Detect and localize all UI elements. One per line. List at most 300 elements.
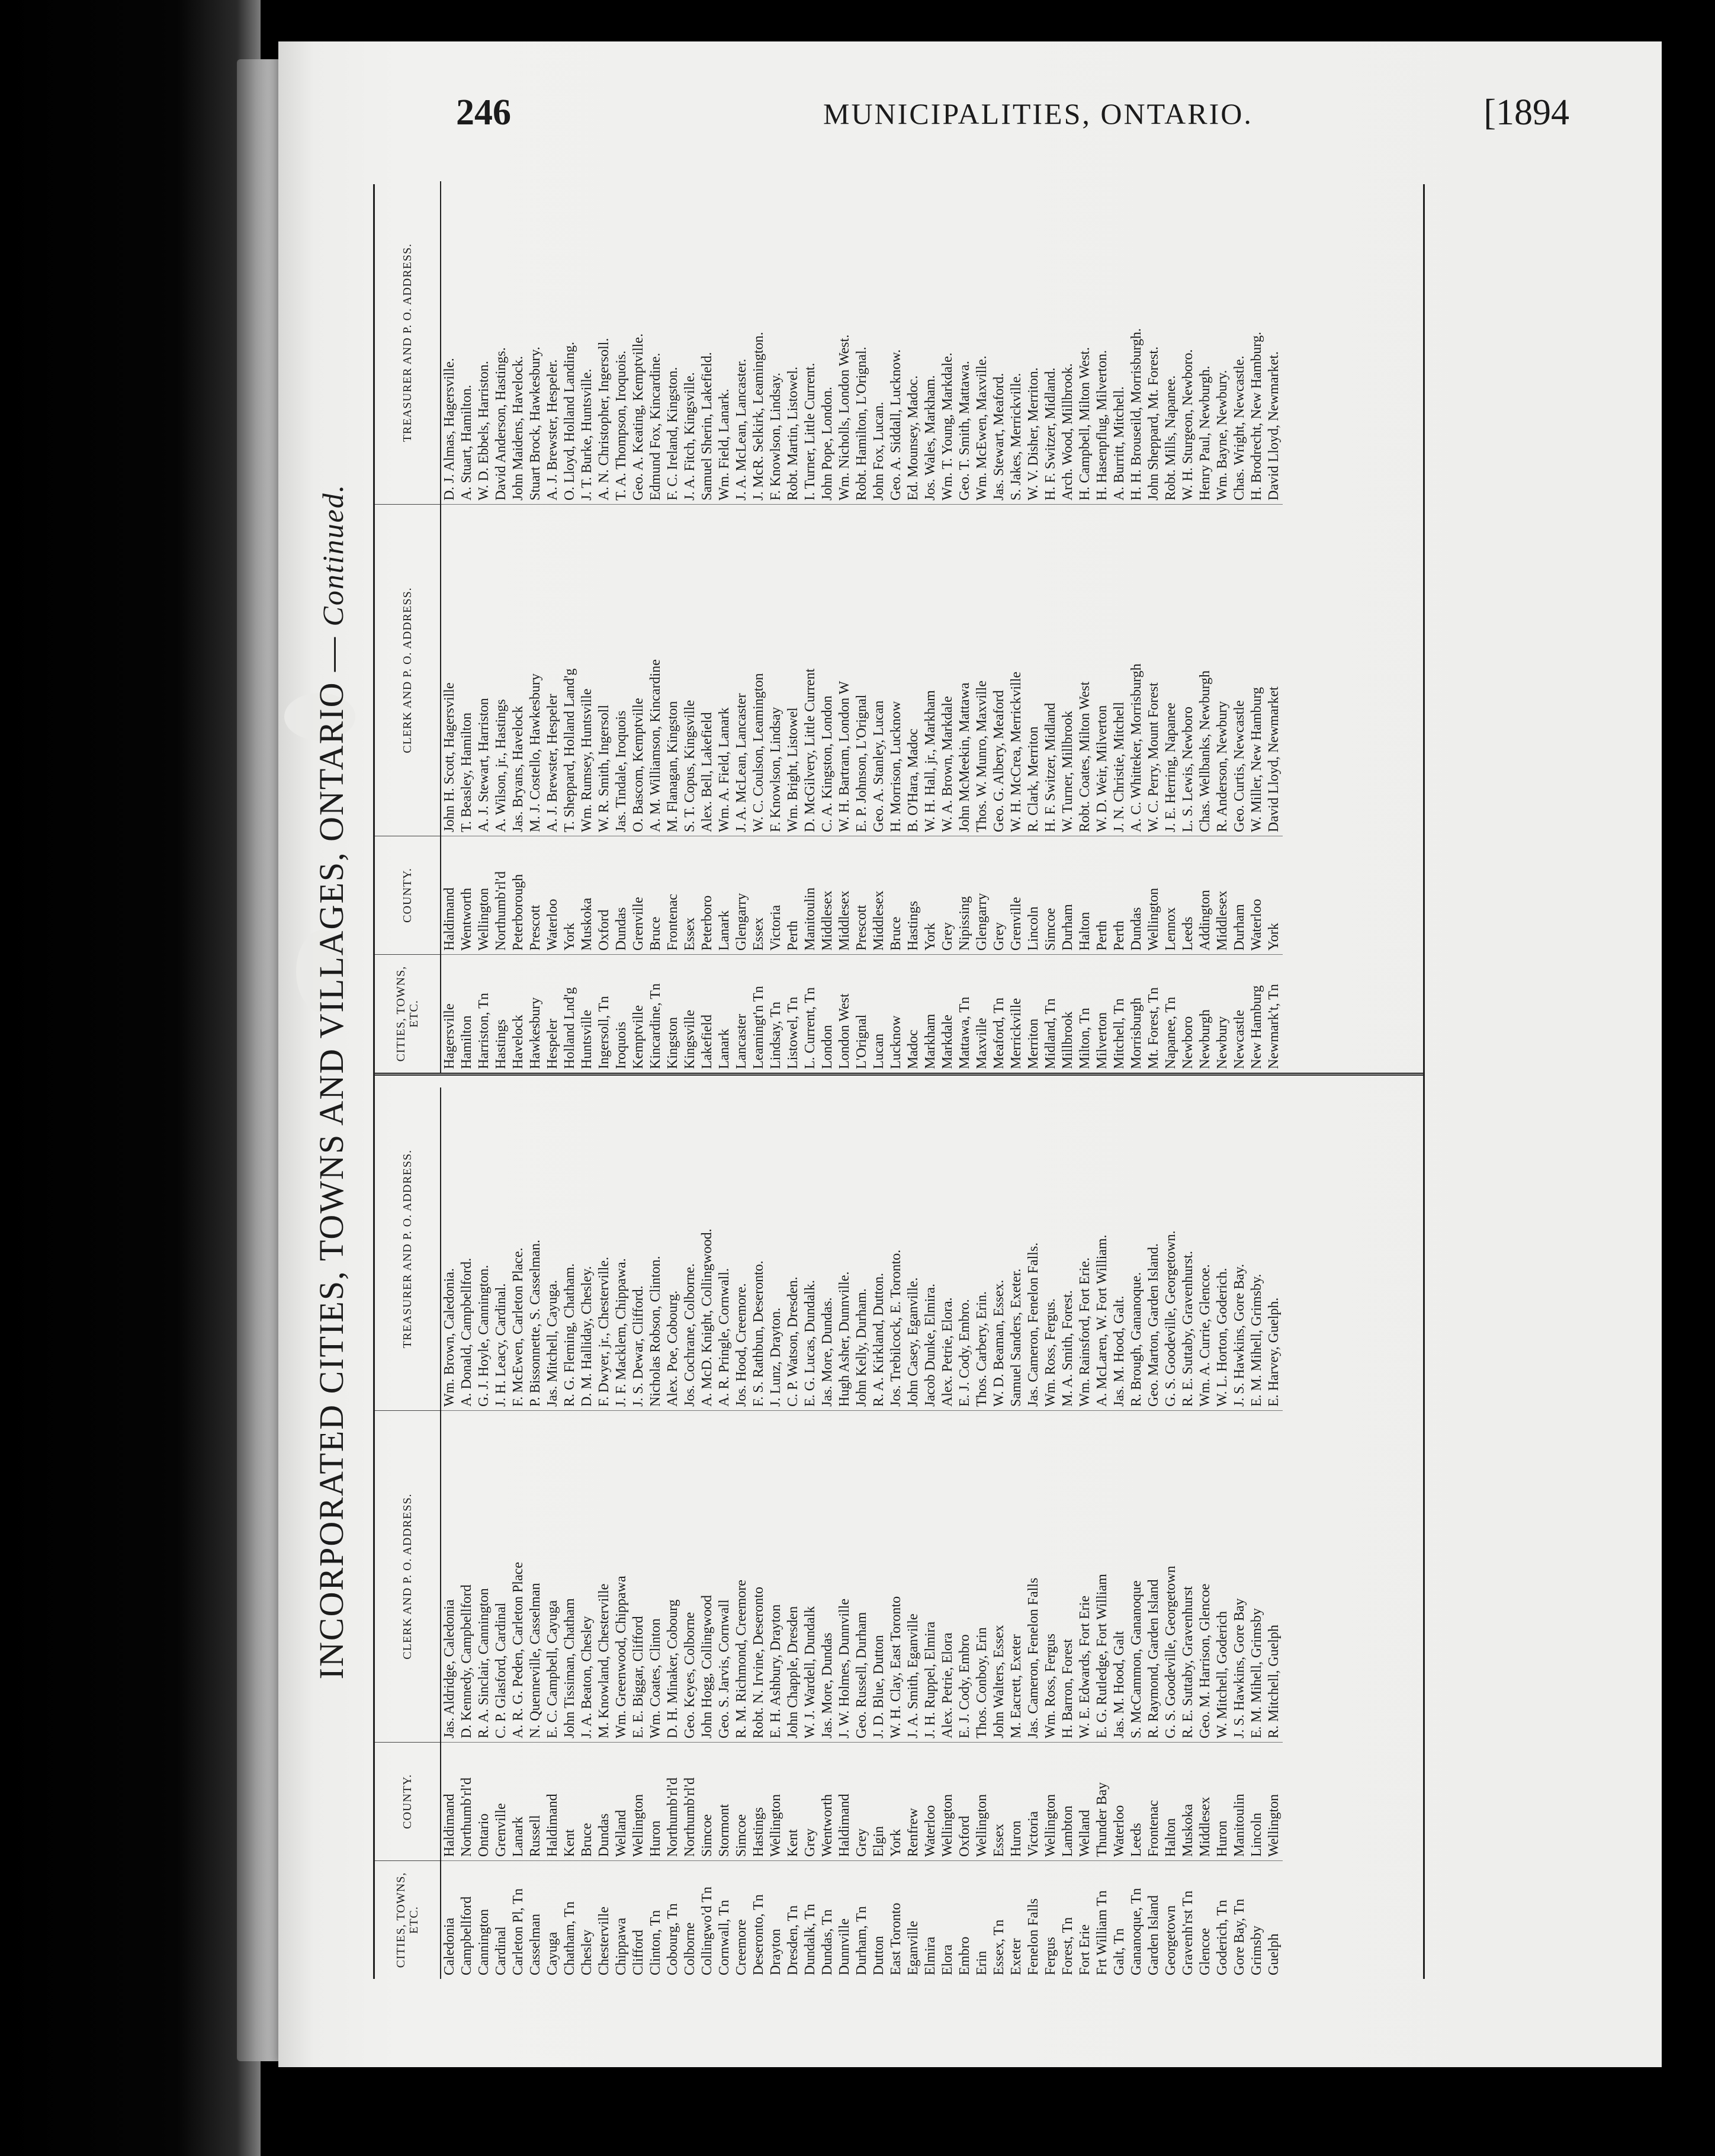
clerk-cell: A. J. Stewart, Harriston (476, 504, 493, 836)
treasurer-cell: A. J. Brewster, Hespeler. (545, 359, 560, 500)
clerk-cell: A. Wilson, jr., Hastings (493, 504, 510, 836)
clerk-cell: E. G. Rutledge, Fort William (1094, 1410, 1111, 1742)
table-row (476, 1087, 493, 1979)
county-cell: Grey (939, 836, 956, 954)
treasurer-cell: R. G. Fleming, Chatham. (562, 1263, 577, 1407)
clerk-cell: H. Morrison, Lucknow (888, 504, 905, 836)
county-cell: Prescott (527, 836, 544, 954)
clerk-cell: M. J. Costello, Hawkesbury (527, 504, 544, 836)
treasurer-cell: A. Burritt, Mitchell. (1112, 386, 1127, 500)
town-cell: Dundalk, Tn (802, 1860, 819, 1979)
town-cell: Chatham, Tn (561, 1860, 579, 1979)
town-cell: Hespeler (544, 954, 561, 1073)
table-row (1266, 181, 1283, 1073)
town-cell: Campbellford (458, 1860, 476, 1979)
table-row (767, 1087, 785, 1979)
clerk-cell: C. P. Glasford, Cardinal (493, 1410, 510, 1742)
county-cell: Bruce (579, 1742, 596, 1860)
clerk-cell: Jas. Cameron, Fenelon Falls (1025, 1410, 1042, 1742)
town-cell: Midland, Tn (1042, 954, 1059, 1073)
county-cell: Grenville (493, 1742, 510, 1860)
column-headers-left (375, 1087, 441, 1979)
treasurer-cell: J. Lunz, Drayton. (768, 1307, 783, 1407)
town-cell: Kingston (664, 954, 682, 1073)
treasurer-cell: A. Donald, Campbellford. (459, 1257, 474, 1407)
town-cell: Dresden, Tn (785, 1860, 802, 1979)
clerk-cell: W. Mitchell, Goderich (1214, 1410, 1231, 1742)
county-cell: York (561, 836, 579, 954)
town-cell: New Hamburg (1248, 954, 1266, 1073)
treasurer-cell: R. A. Kirkland, Dutton. (871, 1273, 887, 1407)
clerk-cell: C. A. Kingston, London (819, 504, 836, 836)
table-row (510, 181, 527, 1073)
table-row (802, 1087, 819, 1979)
clerk-cell: W. E. Edwards, Fort Erie (1077, 1410, 1094, 1742)
town-cell: Embro (956, 1860, 974, 1979)
clerk-cell: B. O'Hara, Madoc (905, 504, 922, 836)
treasurer-cell: J. McR. Selkirk, Leamington. (751, 332, 766, 500)
county-cell: Lambton (1059, 1742, 1077, 1860)
county-cell: Middlesex (1214, 836, 1231, 954)
treasurer-cell: Geo. T. Smith, Mattawa. (957, 361, 972, 500)
county-cell: Glengarry (974, 836, 991, 954)
treasurer-cell: F. McEwen, Carleton Place. (510, 1247, 526, 1407)
clerk-cell: J. H. Ruppel, Elmira (922, 1410, 939, 1742)
treasurer-cell: Henry Paul, Newburgh. (1197, 365, 1213, 500)
county-cell: Haldimand (836, 1742, 853, 1860)
town-cell: Lanark (716, 954, 733, 1073)
table-row (871, 181, 888, 1073)
treasurer-cell: Jas. M. Hood, Galt. (1112, 1295, 1127, 1407)
table-row (458, 181, 476, 1073)
header-county: COUNTY. (375, 836, 440, 954)
town-cell: Newcastle (1231, 954, 1248, 1073)
table-row (819, 181, 836, 1073)
clerk-cell: J. A. Beaton, Chesley (579, 1410, 596, 1742)
table-row (1266, 1087, 1283, 1979)
clerk-cell: J. E. Herring, Napanee (1162, 504, 1180, 836)
clerk-cell: E. J. Cody, Embro (956, 1410, 974, 1742)
town-cell: Clinton, Tn (647, 1860, 664, 1979)
table-row (1077, 181, 1094, 1073)
county-cell: Essex (991, 1742, 1008, 1860)
county-cell: Kent (785, 1742, 802, 1860)
treasurer-cell: H. Campbell, Milton West. (1077, 347, 1093, 500)
town-cell: Georgetown (1162, 1860, 1180, 1979)
treasurer-cell: J. S. Hawkins, Gore Bay. (1232, 1263, 1247, 1407)
town-cell: Newburgh (1197, 954, 1214, 1073)
table-row (1145, 181, 1162, 1073)
county-cell: Halton (1077, 836, 1094, 954)
table-row (1214, 1087, 1231, 1979)
county-cell: Simcoe (733, 1742, 750, 1860)
treasurer-cell: E. Harvey, Guelph. (1266, 1297, 1282, 1407)
town-cell: Hastings (493, 954, 510, 1073)
table-row (819, 1087, 836, 1979)
clerk-cell: Robt. N. Irvine, Deseronto (750, 1410, 767, 1742)
treasurer-cell: D. M. Halliday, Chesley. (579, 1266, 595, 1407)
county-cell: Lincoln (1248, 1742, 1266, 1860)
treasurer-cell: John Sheppard, Mt. Forest. (1146, 346, 1161, 500)
clerk-cell: W. D. Weir, Milverton (1094, 504, 1111, 836)
clerk-cell: Geo. Curtis, Newcastle (1231, 504, 1248, 836)
county-cell: Nipissing (956, 836, 974, 954)
town-cell: Chippawa (613, 1860, 630, 1979)
county-cell: Haldimand (544, 1742, 561, 1860)
treasurer-cell: Robt. Hamilton, L'Orignal. (854, 346, 869, 500)
town-cell: Frt William Tn (1094, 1860, 1111, 1979)
clerk-cell: M. Eacrett, Exeter (1008, 1410, 1025, 1742)
county-cell: Wellington (767, 1742, 785, 1860)
treasurer-cell: H. Hasenpflug, Milverton. (1094, 350, 1110, 500)
table-row (441, 181, 458, 1073)
clerk-cell: W. H. McCrea, Merrickville (1008, 504, 1025, 836)
clerk-cell: M. Flanagan, Kingston (664, 504, 682, 836)
treasurer-cell: Jas. More, Dundas. (820, 1297, 835, 1407)
table-row (974, 181, 991, 1073)
town-cell: Cannington (476, 1860, 493, 1979)
clerk-cell: J. A. Smith, Eganville (905, 1410, 922, 1742)
county-cell: Welland (613, 1742, 630, 1860)
clerk-cell: John McMeekin, Mattawa (956, 504, 974, 836)
table-row (836, 1087, 853, 1979)
town-cell: Grimsby (1248, 1860, 1266, 1979)
county-cell: Grey (802, 1742, 819, 1860)
town-cell: Casselman (527, 1860, 544, 1979)
treasurer-cell: W. D. Beaman, Essex. (991, 1279, 1007, 1407)
treasurer-cell: Robt. Mills, Napanee. (1163, 375, 1178, 500)
table-row (1094, 1087, 1111, 1979)
town-cell: Essex, Tn (991, 1860, 1008, 1979)
table-row (1008, 1087, 1025, 1979)
treasurer-cell: Thos. Carbery, Erin. (974, 1291, 990, 1407)
table-row (1197, 1087, 1214, 1979)
town-cell: Cobourg, Tn (664, 1860, 682, 1979)
town-cell: Iroquois (613, 954, 630, 1073)
treasurer-cell: E. M. Mihell, Grimsby. (1249, 1273, 1264, 1407)
town-cell: Markham (922, 954, 939, 1073)
treasurer-cell: G. S. Goodeville, Georgetown. (1163, 1230, 1178, 1407)
county-cell: Grey (991, 836, 1008, 954)
table-row (956, 181, 974, 1073)
clerk-cell: E. E. Biggar, Clifford (630, 1410, 647, 1742)
clerk-cell: J. S. Hawkins, Gore Bay (1231, 1410, 1248, 1742)
county-cell: Lanark (510, 1742, 527, 1860)
clerk-cell: E. H. Ashbury, Drayton (767, 1410, 785, 1742)
town-cell: Merriton (1025, 954, 1042, 1073)
treasurer-cell: David Lloyd, Newmarket. (1266, 351, 1282, 500)
county-cell: Perth (1111, 836, 1128, 954)
town-cell: Chesterville (596, 1860, 613, 1979)
rows-right (441, 181, 1283, 1073)
table-row (767, 181, 785, 1073)
clerk-cell: Jas. More, Dundas (819, 1410, 836, 1742)
table-row (1025, 1087, 1042, 1979)
treasurer-cell: A. McLaren, W. Fort William. (1094, 1234, 1110, 1407)
county-cell: Ontario (476, 1742, 493, 1860)
page-number: 246 (456, 92, 511, 133)
county-cell: Addington (1197, 836, 1214, 954)
clerk-cell: T. Sheppard, Holland Land'g (561, 504, 579, 836)
county-cell: Welland (1077, 1742, 1094, 1860)
table-row (613, 1087, 630, 1979)
town-cell: Napanee, Tn (1162, 954, 1180, 1073)
treasurer-cell: Wm. Rainsford, Fort Erie. (1077, 1257, 1093, 1407)
table-row (1231, 181, 1248, 1073)
treasurer-cell: F. S. Rathbun, Deseronto. (751, 1260, 766, 1407)
municipalities-table (373, 184, 1425, 1979)
treasurer-cell: Jos. Wales, Markham. (923, 375, 938, 500)
county-cell: Essex (750, 836, 767, 954)
county-cell: Halton (1162, 1742, 1180, 1860)
clerk-cell: Wm. Rumsey, Huntsville (579, 504, 596, 836)
clerk-cell: Chas. Wellbanks, Newburgh (1197, 504, 1214, 836)
treasurer-cell: Hugh Asher, Dunnville. (837, 1271, 852, 1407)
treasurer-cell: F. C. Ireland, Kingston. (665, 367, 680, 500)
county-cell: Peterborough (510, 836, 527, 954)
clerk-cell: R. Anderson, Newbury (1214, 504, 1231, 836)
treasurer-cell: A. N. Christopher, Ingersoll. (596, 338, 612, 500)
town-cell: Fergus (1042, 1860, 1059, 1979)
treasurer-cell: Ed. Mounsey, Madoc. (905, 375, 921, 500)
clerk-cell: W. R. Smith, Ingersoll (596, 504, 613, 836)
county-cell: Muskoka (1180, 1742, 1197, 1860)
treasurer-cell: R. Brough, Gananoque. (1129, 1272, 1144, 1407)
clerk-cell: J. A. McLean, Lancaster (733, 504, 750, 836)
town-cell: Kemptville (630, 954, 647, 1073)
table-row (1128, 181, 1145, 1073)
county-cell: Lincoln (1025, 836, 1042, 954)
clerk-cell: Thos. W. Munro, Maxville (974, 504, 991, 836)
county-cell: Thunder Bay (1094, 1742, 1111, 1860)
table-row (750, 181, 767, 1073)
header-town: CITIES, TOWNS, ETC. (375, 1860, 440, 1979)
town-cell: Chesley (579, 1860, 596, 1979)
clerk-cell: D. Kennedy, Campbellford (458, 1410, 476, 1742)
table-row (1111, 1087, 1128, 1979)
treasurer-cell: J. S. Dewar, Clifford. (631, 1285, 646, 1407)
table-row (1248, 181, 1266, 1073)
clerk-cell: G. S. Goodeville, Georgetown (1162, 1410, 1180, 1742)
treasurer-cell: Wm. Brown, Caledonia. (442, 1268, 457, 1407)
county-cell: Northumb'rl'd (664, 1742, 682, 1860)
town-cell: Huntsville (579, 954, 596, 1073)
county-cell: York (1266, 836, 1283, 954)
treasurer-cell: David Anderson, Hastings. (493, 347, 509, 500)
county-cell: Northumb'rl'd (458, 1742, 476, 1860)
treasurer-cell: E. G. Lucas, Dundalk. (802, 1280, 818, 1407)
county-cell: Leeds (1128, 1742, 1145, 1860)
table-row (682, 181, 699, 1073)
county-cell: Lanark (716, 836, 733, 954)
town-cell: L'Orignal (853, 954, 871, 1073)
clerk-cell: E. C. Campbell, Cayuga (544, 1410, 561, 1742)
running-title: MUNICIPALITIES, ONTARIO. (823, 97, 1253, 130)
treasurer-cell: H. Brodrecht, New Hamburg. (1249, 332, 1264, 500)
town-cell: East Toronto (888, 1860, 905, 1979)
town-cell: Eganville (905, 1860, 922, 1979)
county-cell: Waterloo (922, 1742, 939, 1860)
county-cell: Huron (647, 1742, 664, 1860)
county-cell: Perth (785, 836, 802, 954)
table-row (476, 181, 493, 1073)
town-cell: Newboro (1180, 954, 1197, 1073)
table-row (733, 181, 750, 1073)
clerk-cell: John Tissiman, Chatham (561, 1410, 579, 1742)
county-cell: Leeds (1180, 836, 1197, 954)
table-row (785, 1087, 802, 1979)
treasurer-cell: John Maidens, Havelock. (510, 356, 526, 500)
treasurer-cell: Arch. Wood, Millbrook. (1060, 363, 1075, 500)
treasurer-cell: A. McD. Knight, Collingwood. (699, 1228, 715, 1407)
table-row (1042, 181, 1059, 1073)
county-cell: Muskoka (579, 836, 596, 954)
clerk-cell: John H. Scott, Hagersville (441, 504, 458, 836)
table-row (853, 181, 871, 1073)
table-title-text: INCORPORATED CITIES, TOWNS AND VILLAGES, ONTARIO (312, 681, 351, 1680)
table-row (579, 181, 596, 1073)
treasurer-cell: W. V. Disher, Merriton. (1026, 367, 1041, 500)
clerk-cell: Geo. S. Jarvis, Cornwall (716, 1410, 733, 1742)
town-cell: Milverton (1094, 954, 1111, 1073)
county-cell: Middlesex (871, 836, 888, 954)
town-cell: Milton, Tn (1077, 954, 1094, 1073)
clerk-cell: Alex. Bell, Lakefield (699, 504, 716, 836)
header-county: COUNTY. (375, 1742, 440, 1860)
town-cell: Lakefield (699, 954, 716, 1073)
clerk-cell: R. Clark, Merriton (1025, 504, 1042, 836)
county-cell: Grey (853, 1742, 871, 1860)
town-cell: Markdale (939, 954, 956, 1073)
table-left-half (375, 1087, 1423, 1979)
town-cell: Newmark't, Tn (1266, 954, 1283, 1073)
clerk-cell: Jas. Bryans, Havelock (510, 504, 527, 836)
county-cell: Kent (561, 1742, 579, 1860)
clerk-cell: Geo. Keyes, Colborne (682, 1410, 699, 1742)
clerk-cell: D. H. Minaker, Cobourg (664, 1410, 682, 1742)
clerk-cell: John Hogg, Collingwood (699, 1410, 716, 1742)
town-cell: Dutton (871, 1860, 888, 1979)
clerk-cell: John Walters, Essex (991, 1410, 1008, 1742)
table-row (974, 1087, 991, 1979)
table-row (1214, 181, 1231, 1073)
county-cell: York (888, 1742, 905, 1860)
treasurer-cell: Alex. Petrie, Elora. (940, 1297, 955, 1407)
town-cell: Ingersoll, Tn (596, 954, 613, 1073)
table-continued: Continued. (316, 483, 349, 627)
town-cell: Kingsville (682, 954, 699, 1073)
county-cell: Northumb'rl'd (493, 836, 510, 954)
header-clerk: CLERK AND P. O. ADDRESS. (375, 1410, 440, 1742)
treasurer-cell: I. Turner, Little Current. (802, 362, 818, 500)
town-cell: Garden Island (1145, 1860, 1162, 1979)
town-cell: Elmira (922, 1860, 939, 1979)
table-right-half (375, 181, 1423, 1076)
clerk-cell: R. Raymond, Garden Island (1145, 1410, 1162, 1742)
clerk-cell: M. Knowland, Chesterville (596, 1410, 613, 1742)
clerk-cell: R. M. Richmond, Creemore (733, 1410, 750, 1742)
clerk-cell: L. S. Lewis, Newboro (1180, 504, 1197, 836)
county-cell: Wentworth (458, 836, 476, 954)
town-cell: Lucknow (888, 954, 905, 1073)
clerk-cell: David Lloyd, Newmarket (1266, 504, 1283, 836)
county-cell: Oxford (956, 1742, 974, 1860)
clerk-cell: A. J. Brewster, Hespeler (544, 504, 561, 836)
table-row (458, 1087, 476, 1979)
town-cell: Collingwo'd Tn (699, 1860, 716, 1979)
table-row (630, 181, 647, 1073)
table-row (579, 1087, 596, 1979)
table-row (991, 1087, 1008, 1979)
clerk-cell: Wm. Bright, Listowel (785, 504, 802, 836)
scan-background-left (0, 0, 261, 2156)
clerk-cell: F. Knowlson, Lindsay (767, 504, 785, 836)
county-cell: Simcoe (1042, 836, 1059, 954)
treasurer-cell: Samuel Sanders, Exeter. (1009, 1268, 1024, 1407)
county-cell: Grenville (1008, 836, 1025, 954)
clerk-cell: Geo. A. Stanley, Lucan (871, 504, 888, 836)
table-row (664, 181, 682, 1073)
clerk-cell: E. M. Mihell, Grimsby (1248, 1410, 1266, 1742)
treasurer-cell: F. Knowlson, Lindsay. (768, 373, 783, 500)
clerk-cell: W. H. Bartram, London W (836, 504, 853, 836)
town-cell: Kincardine, Tn (647, 954, 664, 1073)
town-cell: Deseronto, Tn (750, 1860, 767, 1979)
clerk-cell: O. Bascom, Kemptville (630, 504, 647, 836)
treasurer-cell: W. L. Horton, Goderich. (1215, 1268, 1230, 1407)
town-cell: Dundas, Tn (819, 1860, 836, 1979)
town-cell: Clifford (630, 1860, 647, 1979)
town-cell: Leamingt'n Tn (750, 954, 767, 1073)
table-row (1025, 181, 1042, 1073)
treasurer-cell: John Pope, London. (820, 387, 835, 500)
header-clerk: CLERK AND P. O. ADDRESS. (375, 504, 440, 836)
town-cell: Newbury (1214, 954, 1231, 1073)
county-cell: Peterboro (699, 836, 716, 954)
county-cell: Wellington (630, 1742, 647, 1860)
town-cell: Cornwall, Tn (716, 1860, 733, 1979)
county-cell: Glengarry (733, 836, 750, 954)
clerk-cell: A. R. G. Peden, Carleton Place (510, 1410, 527, 1742)
clerk-cell: W. C. Coulson, Leamington (750, 504, 767, 836)
clerk-cell: A. M. Williamson, Kincardine (647, 504, 664, 836)
town-cell: Creemore (733, 1860, 750, 1979)
treasurer-cell: E. J. Cody, Embro. (957, 1299, 972, 1407)
table-row (750, 1087, 767, 1979)
treasurer-cell: J. A. Fitch, Kingsville. (682, 372, 698, 500)
table-row (785, 181, 802, 1073)
town-cell: Dunnville (836, 1860, 853, 1979)
treasurer-cell: J. H. Leacy, Cardinal. (493, 1283, 509, 1407)
scan-background-right (1662, 0, 1715, 2156)
header-treasurer: TREASURER AND P. O. ADDRESS. (401, 1149, 414, 1349)
clerk-cell: Wm. A. Field, Lanark (716, 504, 733, 836)
table-row (441, 1087, 458, 1979)
table-row (802, 181, 819, 1073)
table-row (1145, 1087, 1162, 1979)
clerk-cell: Wm. Coates, Clinton (647, 1410, 664, 1742)
clerk-cell: J. N. Christie, Mitchell (1111, 504, 1128, 836)
treasurer-cell: J. T. Burke, Huntsville. (579, 368, 595, 500)
county-cell: Waterloo (1111, 1742, 1128, 1860)
table-row (647, 181, 664, 1073)
clerk-cell: Geo. Russell, Durham (853, 1410, 871, 1742)
clerk-cell: W. H. Hall, jr., Markham (922, 504, 939, 836)
town-cell: London (819, 954, 836, 1073)
treasurer-cell: R. E. Suttaby, Gravenhurst. (1180, 1250, 1196, 1407)
county-cell: Manitoulin (802, 836, 819, 954)
town-cell: Gore Bay, Tn (1231, 1860, 1248, 1979)
